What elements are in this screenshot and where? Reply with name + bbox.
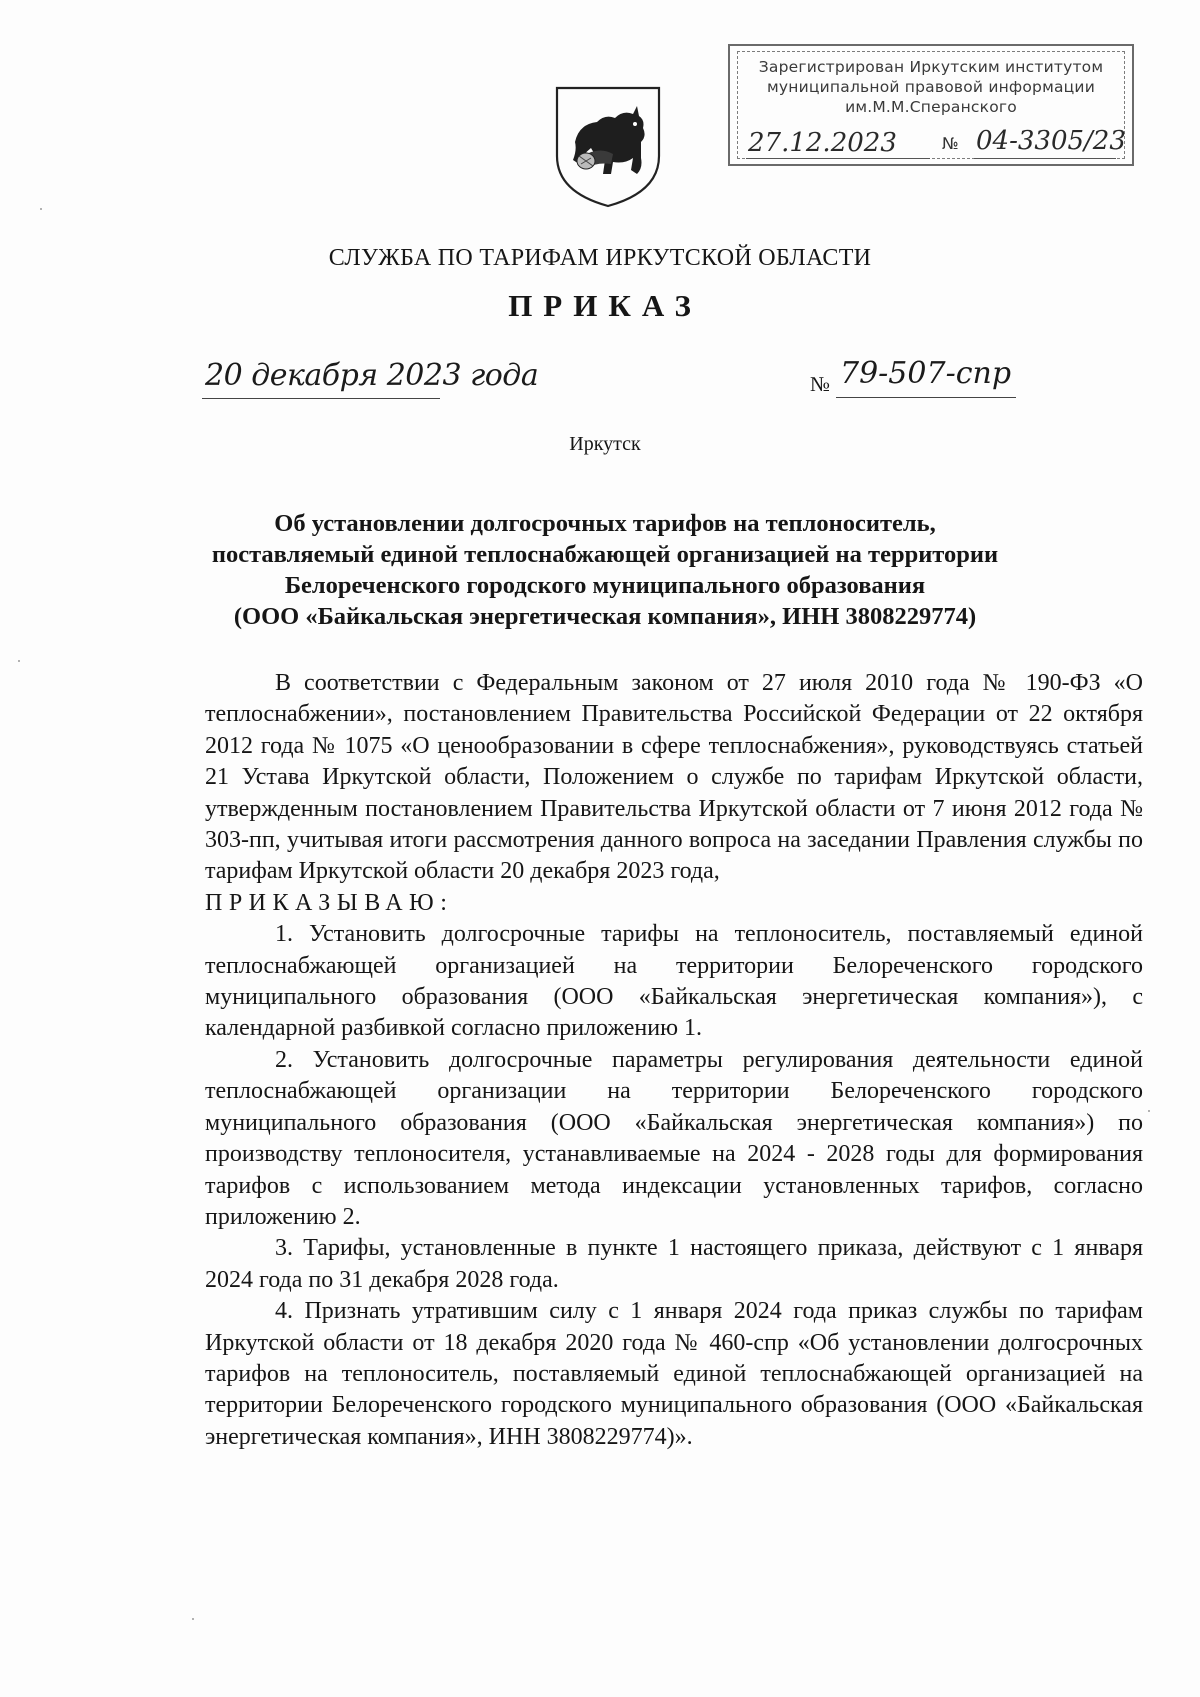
registration-stamp (728, 44, 1134, 166)
stamp-line-1: Зарегистрирован Иркутским институтом (758, 58, 1104, 76)
scan-speck (18, 660, 20, 662)
agency-name: СЛУЖБА ПО ТАРИФАМ ИРКУТСКОЙ ОБЛАСТИ (328, 245, 872, 271)
order-number-label: № (810, 372, 831, 396)
stamp-line-3: им.М.М.Сперанского (845, 98, 1017, 116)
stamp-number-label: № (942, 134, 959, 153)
document-title (190, 508, 1020, 632)
order-item-4: 4. Признать утратившим силу с 1 января 2024 года приказ службы по тарифам Иркутской области от 18 декабря 2020 года № 460-спр «Об установлении долгосрочных тарифов на теплоноситель, поставляемый единой теплоснабжающей организацией на территории Белореченского городского муниципального образования (ООО «Байкальская энергетическая компания», ИНН 3808229774)». (205, 1298, 1143, 1450)
order-item-1: 1. Установить долгосрочные тарифы на теплоноситель, поставляемый единой теплоснабжающей организацией на территории Белореченского городского муниципального образования (ООО «Байкальская энергетическая компания»), с календарной разбивкой согласно приложению 1. (205, 921, 1143, 1042)
title-line: Белореченского городского муниципального образования (284, 572, 926, 599)
order-number: 79-507-спр (840, 356, 1012, 391)
scan-speck (1148, 1110, 1150, 1112)
preamble-paragraph: В соответствии с Федеральным законом от 27 июля 2010 года № 190-ФЗ «О теплоснабжении», постановлением Правительства Российской Федерации от 22 октября 2012 года № 1075 «О ценообразовании в сфере теплоснабжения», руководствуясь статьей 21 Устава Иркутской области, Положением о службе по тарифам Иркутской области, утвержденным постановлением Правительства Иркутской области от 7 июня 2012 года № 303-пп, учитывая итоги рассмотрения данного вопроса на заседании Правления службы по тарифам Иркутской области 20 декабря 2023 года, (205, 670, 1143, 885)
scan-speck (192, 1618, 194, 1620)
title-line: Об установлении долгосрочных тарифов на теплоноситель, (274, 510, 936, 537)
scan-speck (40, 208, 42, 210)
stamp-line-2: муниципальной правовой информации (767, 78, 1095, 96)
stamp-registration-number: 04-3305/23 (976, 126, 1126, 156)
stamp-registration-date: 27.12.2023 (748, 128, 897, 158)
coat-of-arms-icon (553, 84, 663, 210)
order-word: ПРИКАЗЫВАЮ: (205, 889, 454, 916)
document-type-heading: ПРИКАЗ (508, 288, 702, 323)
title-line: (ООО «Байкальская энергетическая компания», ИНН 3808229774) (233, 603, 977, 630)
city-name: Иркутск (569, 433, 641, 455)
date-underline (202, 398, 440, 399)
number-underline (836, 397, 1016, 398)
order-item-3: 3. Тарифы, установленные в пункте 1 настоящего приказа, действуют с 1 января 2024 года по 31 декабря 2028 года. (205, 1235, 1143, 1293)
order-date: 20 декабря 2023 года (205, 358, 539, 393)
document-body (205, 668, 1143, 1453)
title-line: поставляемый единой теплоснабжающей организацией на территории (211, 541, 999, 568)
order-item-2: 2. Установить долгосрочные параметры регулирования деятельности единой теплоснабжающей организации на территории Белореченского городского муниципального образования (ООО «Байкальская энергетическая компания») по производству теплоносителя, устанавливаемые на 2024 - 2028 годы для формирования тарифов с использованием метода индексации установленных тарифов, согласно приложению 2. (205, 1046, 1143, 1230)
